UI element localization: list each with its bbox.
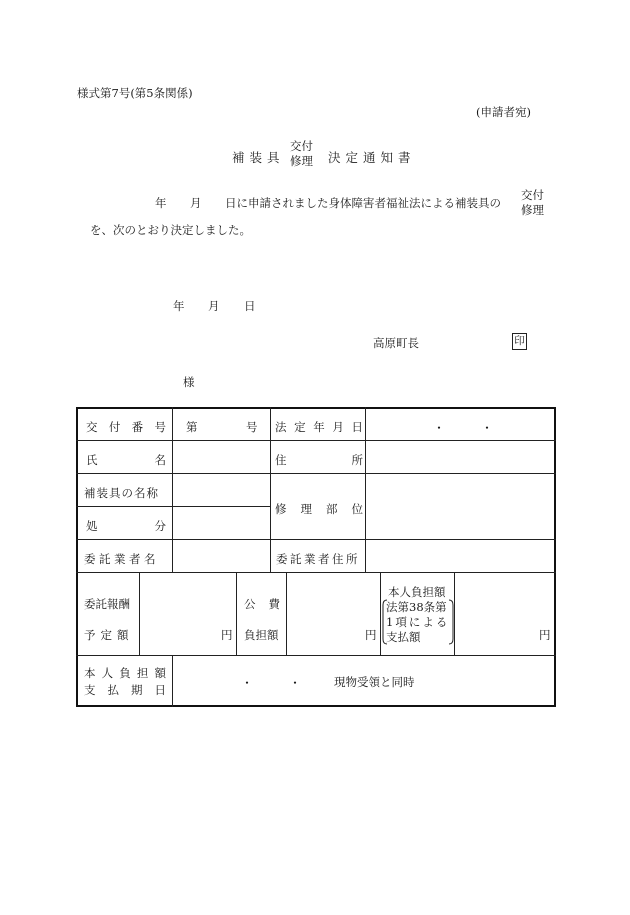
title-options: [290, 139, 313, 169]
contractor-address-label: 委託業者住所: [276, 552, 360, 566]
payment-note: 現物受領と同時: [334, 675, 415, 689]
fee-yen: 円: [221, 628, 233, 642]
title-option-repair: 修理: [290, 154, 313, 168]
issue-number-suffix: 号: [246, 420, 258, 434]
body-line1: 日に申請されました身体障害者福祉法による補装具の: [225, 196, 501, 210]
name-label: 氏 名: [86, 453, 166, 467]
title-part1: 補装具: [232, 150, 285, 165]
issue-number-prefix: 第: [186, 420, 198, 434]
self-label-2: 法第38条第: [386, 600, 447, 614]
self-label-1: 本人負担額: [388, 585, 446, 599]
addressee: (申請者宛): [476, 105, 531, 119]
body-line2: を、次のとおり決定しました。: [90, 223, 251, 237]
payment-dots: ・ ・: [241, 676, 302, 690]
body-options: [521, 188, 544, 218]
body-year: 年: [155, 196, 167, 210]
title-part2: 決定通知書: [328, 150, 416, 165]
self-label-4: 支払額: [386, 630, 421, 644]
public-yen: 円: [365, 628, 377, 642]
self-yen: 円: [539, 628, 551, 642]
title-option-issue: 交付: [290, 139, 313, 153]
self-label-3: 1項による: [386, 615, 450, 629]
issue-number-label: 交 付 番 号: [86, 420, 166, 434]
issuer-name: 高原町長: [373, 336, 419, 350]
fee-label-2: 予定額: [84, 628, 134, 642]
device-name-label: 補装具の名称: [84, 486, 159, 500]
bracket-marks: [380, 599, 456, 645]
decision-table: [76, 407, 556, 707]
public-label-2: 負担額: [244, 628, 279, 642]
date-day: 日: [244, 299, 256, 313]
repair-part-label: 修 理 部 位: [275, 502, 363, 516]
seal-mark: 印: [512, 333, 527, 350]
form-number: 様式第7号(第5条関係): [77, 86, 193, 100]
body-option-repair: 修理: [521, 203, 544, 217]
legal-date-label: 法 定 年 月 日: [275, 420, 363, 434]
contractor-name-label: 委託業者名: [84, 552, 159, 566]
legal-date-dots: ・ ・: [433, 421, 494, 435]
payment-label-1: 本 人 負 担 額: [84, 666, 166, 680]
address-label: 住 所: [275, 453, 363, 467]
disposition-label: 処 分: [86, 519, 166, 533]
date-year: 年: [173, 299, 185, 313]
body-option-issue: 交付: [521, 188, 544, 202]
body-month: 月: [190, 196, 202, 210]
payment-label-2: 支 払 期 日: [84, 683, 166, 697]
fee-label-1: 委託報酬: [84, 597, 130, 611]
public-label-1: 公 費: [244, 597, 280, 611]
date-month: 月: [208, 299, 220, 313]
recipient-suffix: 様: [183, 375, 195, 389]
